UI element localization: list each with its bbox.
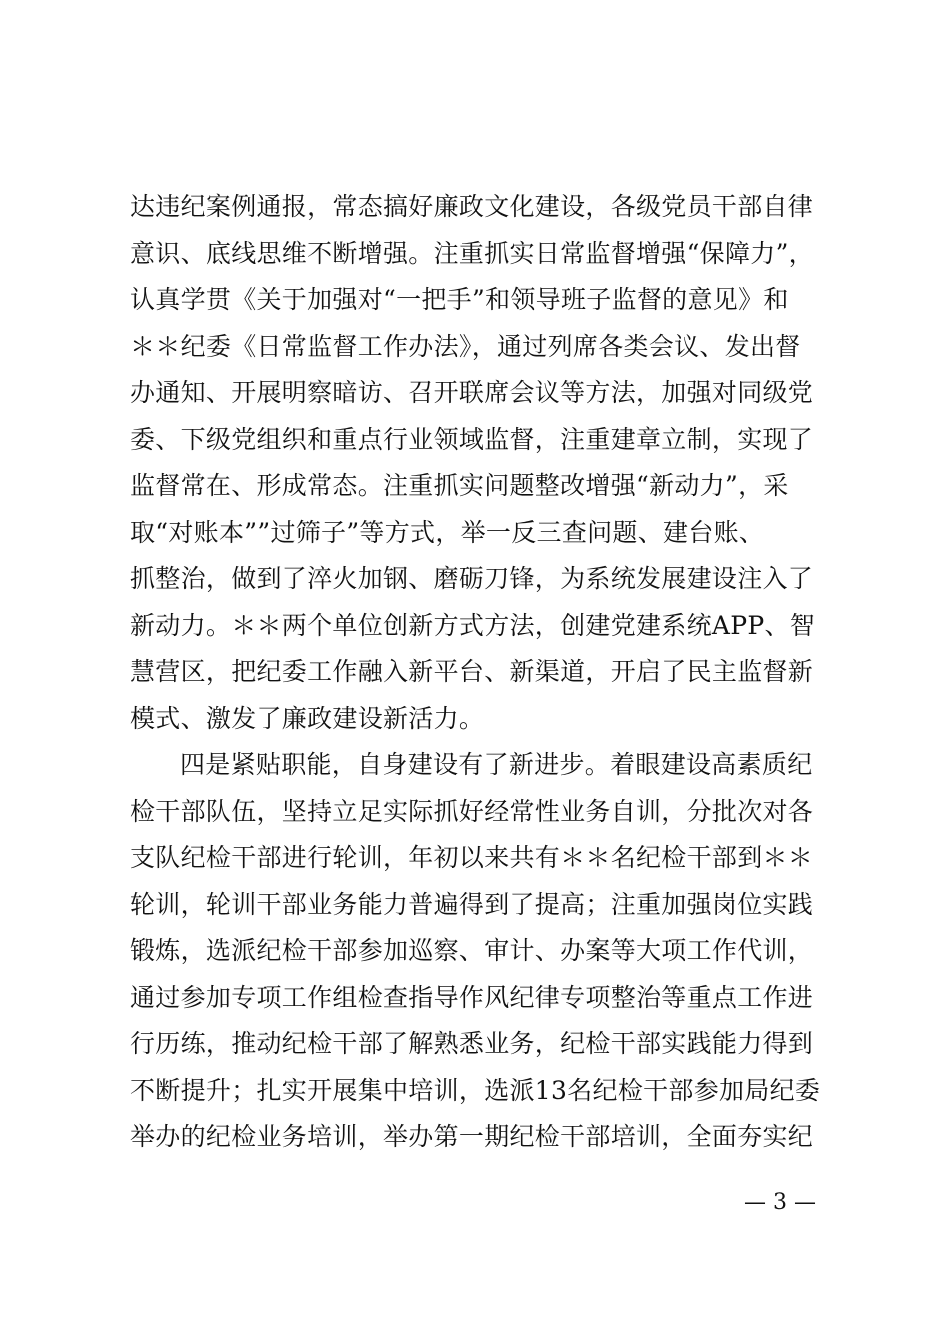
text-line: 抓整治，做到了淬火加钢、磨砺刀锋，为系统发展建设注入了 [130, 564, 814, 593]
text-line: 轮训，轮训干部业务能力普遍得到了提高；注重加强岗位实践 [130, 889, 814, 919]
text-line: 检干部队伍，坚持立足实际抓好经常性业务自训，分批次对各 [130, 796, 814, 826]
text-line: 意识、底线思维不断增强。注重抓实日常监督增强“保障力”， [130, 238, 814, 268]
text-line: 锻炼，选派纪检干部参加巡察、审计、办案等大项工作代训， [130, 936, 814, 965]
text-line: 新动力。＊＊两个单位创新方式方法，创建党建系统APP、智 [130, 610, 816, 640]
text-line: 模式、激发了廉政建设新活力。 [130, 703, 485, 733]
text-line: 举办的纪检业务培训，举办第一期纪检干部培训，全面夯实纪 [130, 1122, 814, 1151]
text-line: 委、下级党组织和重点行业领域监督，注重建章立制，实现了 [130, 424, 814, 454]
text-line: 行历练，推动纪检干部了解熟悉业务，纪检干部实践能力得到 [130, 1029, 814, 1058]
paragraph-start-line: 四是紧贴职能，自身建设有了新进步。着眼建设高素质纪 [180, 750, 813, 779]
text-line: 支队纪检干部进行轮训，年初以来共有＊＊名纪检干部到＊＊ [130, 843, 814, 872]
text-line: 取“对账本””过筛子”等方式，举一反三查问题、建台账、 [130, 517, 765, 547]
text-line: 认真学贯《关于加强对“一把手”和领导班子监督的意见》和 [130, 285, 789, 314]
text-line: 通过参加专项工作组检查指导作风纪律专项整治等重点工作进 [130, 982, 814, 1012]
body-text [130, 184, 820, 1161]
page-number: — 3 — [744, 1190, 816, 1215]
text-line: ＊＊纪委《日常监督工作办法》，通过列席各类会议、发出督 [130, 331, 801, 361]
text-line: 办通知、开展明察暗访、召开联席会议等方法，加强对同级党 [130, 378, 814, 407]
text-line: 达违纪案例通报，常态搞好廉政文化建设，各级党员干部自律 [130, 192, 814, 221]
text-line: 慧营区，把纪委工作融入新平台、新渠道，开启了民主监督新 [130, 657, 814, 686]
text-line: 不断提升；扎实开展集中培训，选派13名纪检干部参加局纪委 [130, 1075, 821, 1105]
text-line: 监督常在、形成常态。注重抓实问题整改增强“新动力”，采 [130, 471, 789, 500]
